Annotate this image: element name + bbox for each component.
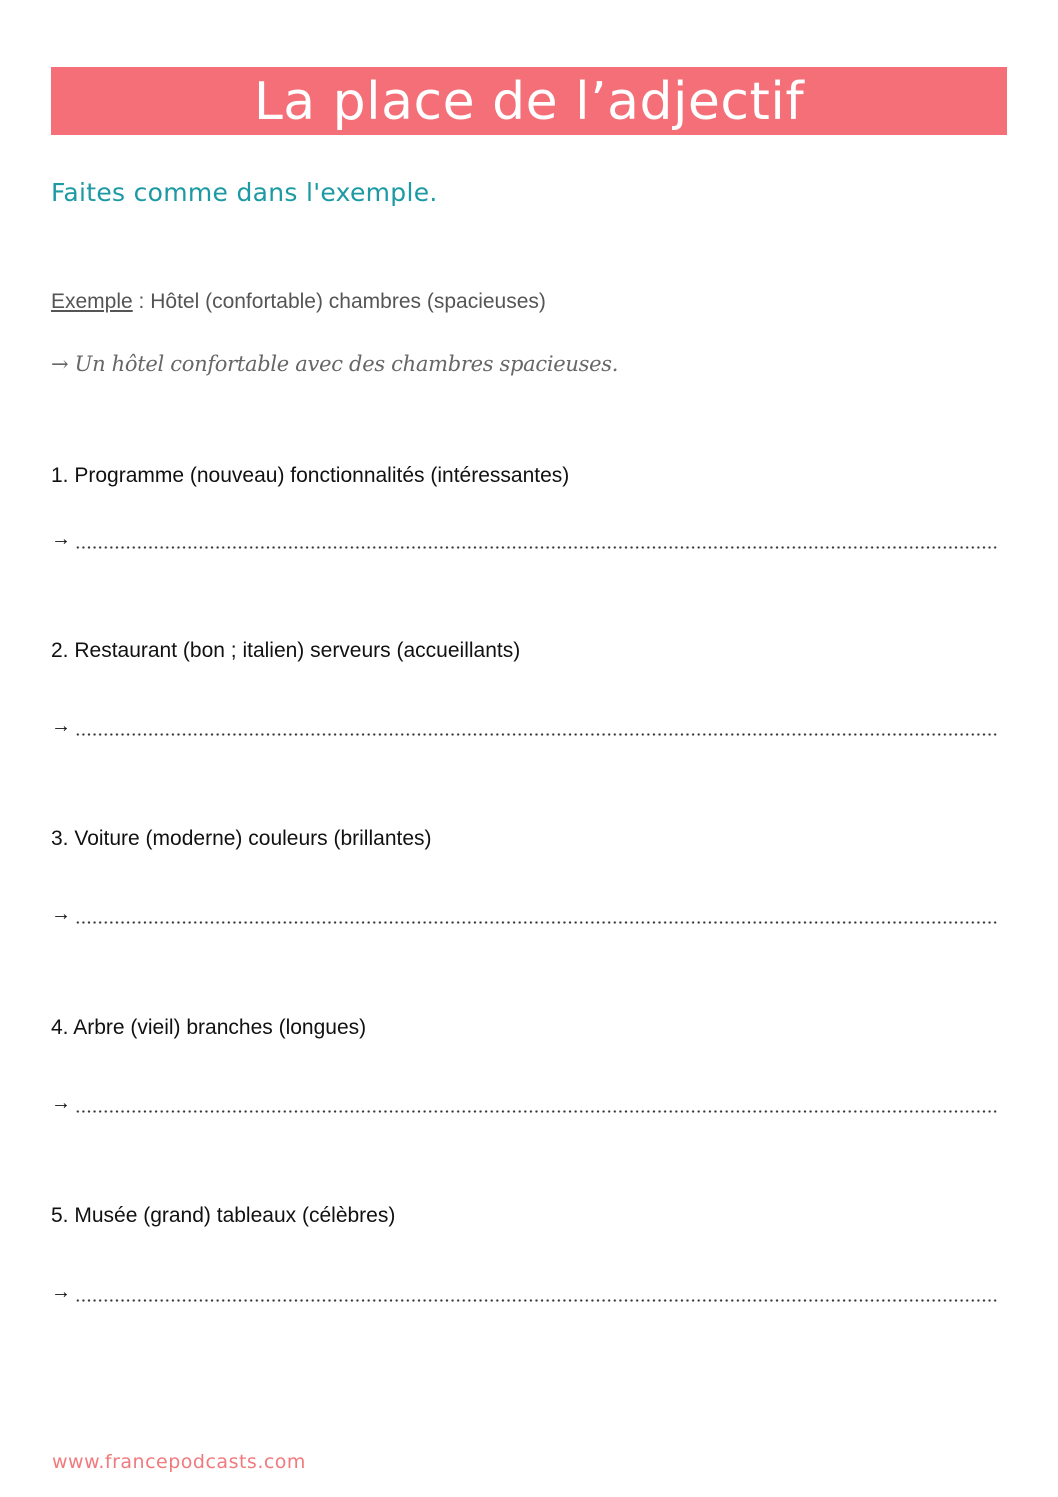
dotted-answer-field[interactable]: [75, 1299, 999, 1302]
dotted-answer-field[interactable]: [75, 921, 999, 924]
exercise-prompt-4: 4. Arbre (vieil) branches (longues): [51, 1016, 367, 1039]
arrow-icon: →: [51, 528, 71, 550]
title-banner: [51, 67, 1007, 135]
arrow-icon: →: [51, 1281, 71, 1303]
example-label: Exemple: [51, 290, 133, 313]
exercise-prompt-2: 2. Restaurant (bon ; italien) serveurs (accueillants): [51, 639, 521, 662]
example-answer: → Un hôtel confortable avec des chambres spacieuses.: [51, 352, 619, 376]
arrow-icon: →: [51, 715, 71, 737]
answer-line-1[interactable]: [51, 529, 999, 553]
answer-line-2[interactable]: [51, 716, 999, 740]
exercise-prompt-1: 1. Programme (nouveau) fonctionnalités (intéressantes): [51, 464, 570, 487]
footer-url[interactable]: www.francepodcasts.com: [52, 1451, 306, 1473]
arrow-icon: →: [51, 1092, 71, 1114]
example-line: [51, 290, 546, 314]
example-separator: :: [132, 290, 151, 313]
instruction-text: Faites comme dans l'exemple.: [51, 178, 438, 207]
answer-line-3[interactable]: [51, 904, 999, 928]
dotted-answer-field[interactable]: [75, 733, 999, 736]
exercise-prompt-5: 5. Musée (grand) tableaux (célèbres): [51, 1204, 396, 1227]
example-prompt: Hôtel (confortable) chambres (spacieuses): [150, 290, 546, 313]
exercise-prompt-3: 3. Voiture (moderne) couleurs (brillantes): [51, 827, 432, 850]
page-title: La place de l’adjectif: [253, 72, 805, 132]
answer-line-5[interactable]: [51, 1282, 999, 1306]
answer-line-4[interactable]: [51, 1093, 999, 1117]
dotted-answer-field[interactable]: [75, 1110, 999, 1113]
arrow-icon: →: [51, 903, 71, 925]
dotted-answer-field[interactable]: [75, 546, 999, 549]
